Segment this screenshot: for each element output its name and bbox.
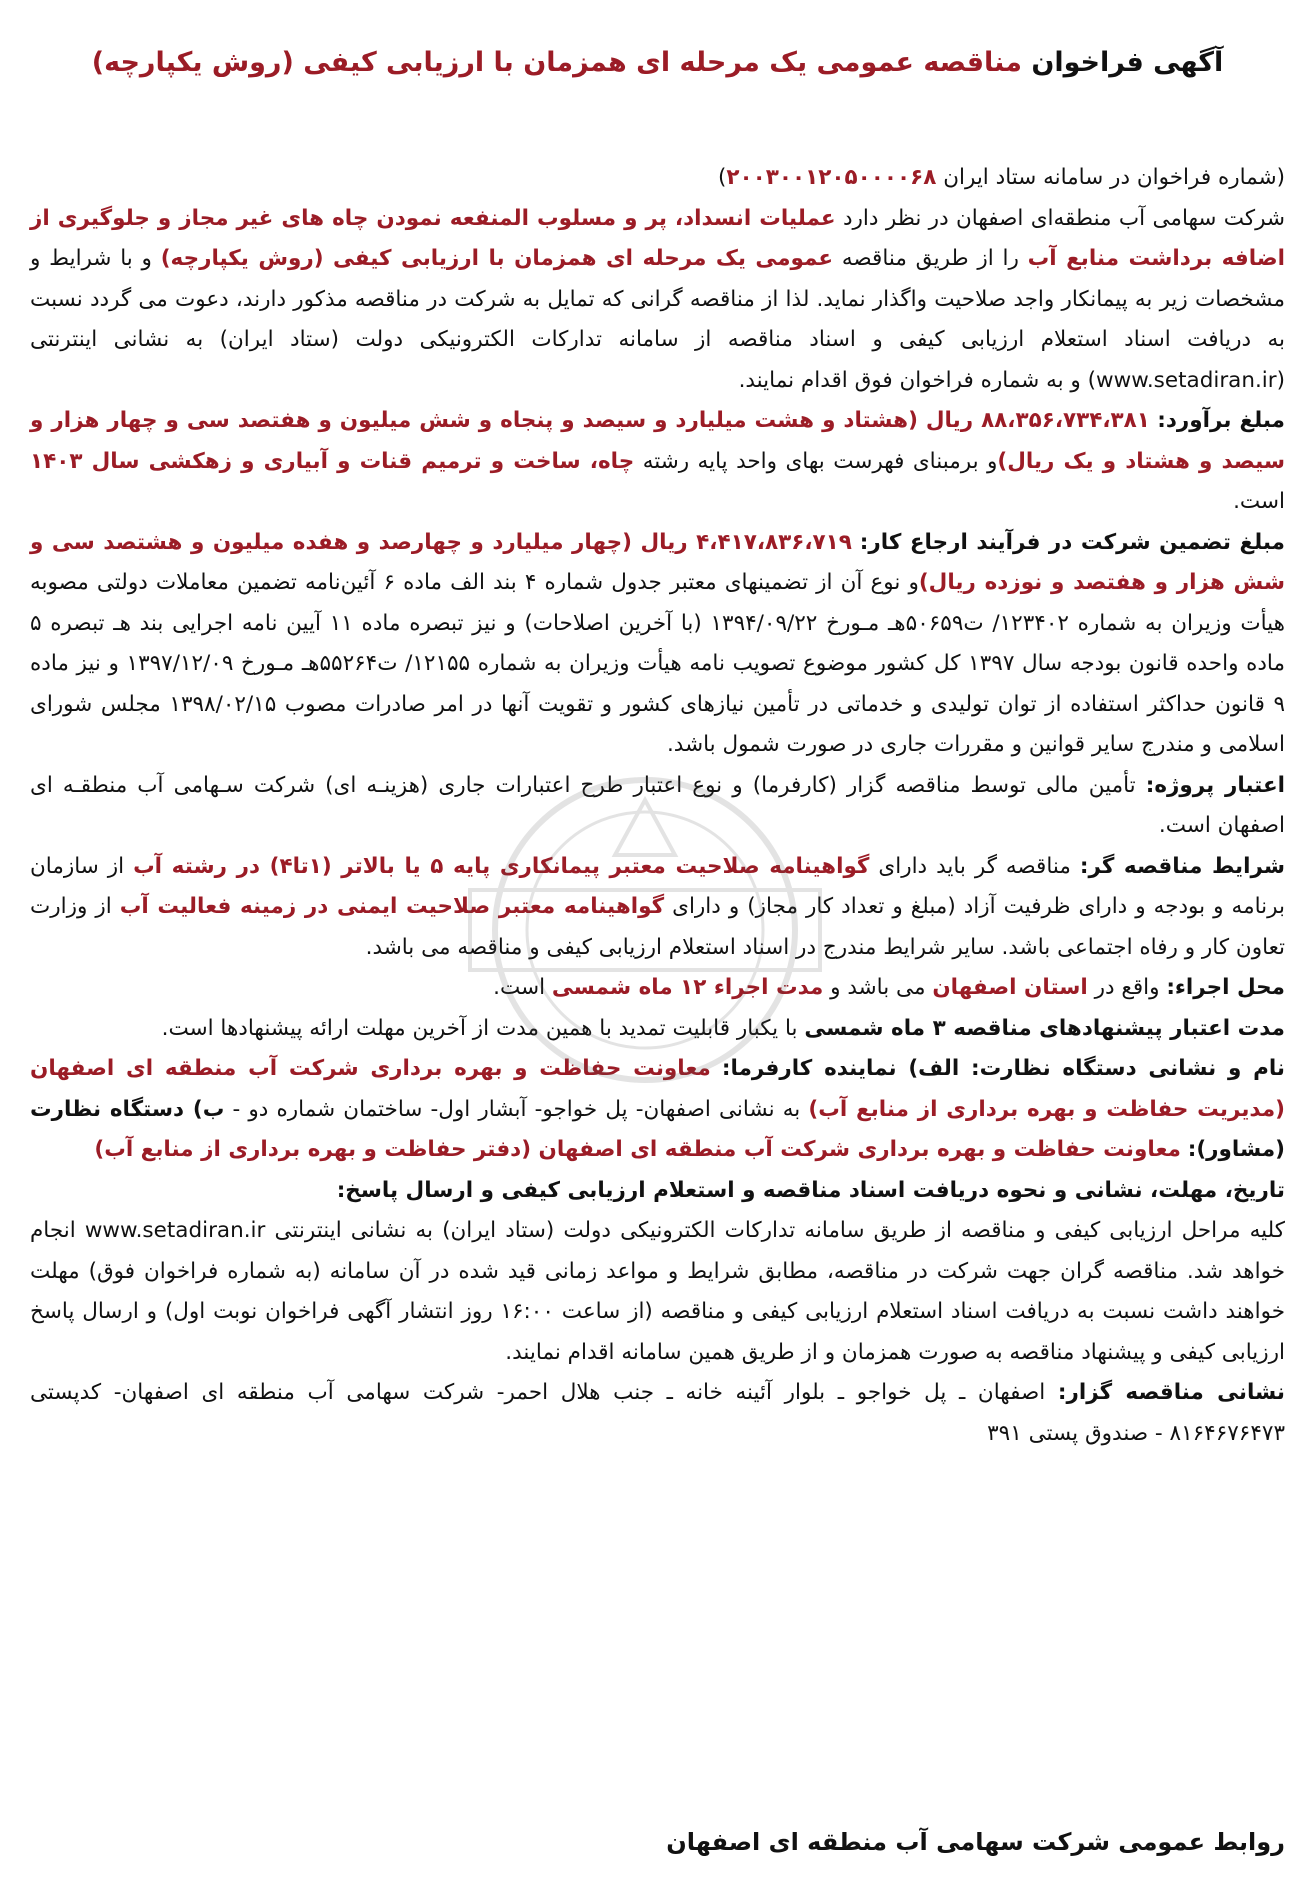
validity-paragraph: [30, 1009, 1285, 1050]
location-paragraph: [30, 968, 1285, 1009]
location-text-2: می باشد و: [830, 975, 926, 1000]
intro-text-3: و با شرایط و مشخصات زیر به پیمانکار واجد صلاحیت واگذار نماید. لذا از مناقصه گرانی که تمایل به شرکت در مناقصه مذکور دارند، دعوت می گردد نسبت به دریافت اسناد استعلام ارزیابی کیفی و اسناد مناقصه از سامانه تدارکات الکترونیکی دولت (ستاد ایران) به نشانی اینترنتی (www.setadiran.ir) و به شماره فراخوان فوق اقدام نمایند.: [30, 246, 1285, 393]
address-label: نشانی مناقصه گزار:: [1057, 1380, 1285, 1405]
supervision-paragraph: [30, 1049, 1285, 1171]
call-number-suffix: ): [718, 165, 727, 190]
estimate-text-2: است.: [1233, 489, 1285, 514]
conditions-text-3: از وزارت تعاون کار و رفاه اجتماعی باشد. سایر شرایط مندرج در اسناد استعلام ارزیابی کیفی و مناقصه می باشد.: [30, 894, 1285, 960]
location-text-3: است.: [493, 975, 546, 1000]
intro-text-2: را از طریق مناقصه: [841, 246, 1019, 271]
title-highlight: مناقصه عمومی یک مرحله ای همزمان با ارزیابی کیفی (روش یکپارچه): [91, 47, 1022, 78]
estimate-highlight: چاه، ساخت و ترمیم قنات و آبیاری و زهکشی سال ۱۴۰۳: [30, 448, 635, 474]
public-relations-signature: روابط عمومی شرکت سهامی آب منطقه ای اصفهان: [666, 1828, 1285, 1856]
conditions-paragraph: [30, 847, 1285, 969]
title-prefix: آگهی فراخوان: [1031, 47, 1224, 78]
location-text-1: واقع در: [1094, 975, 1160, 1000]
intro-highlight-2: عمومی یک مرحله ای همزمان با ارزیابی کیفی (روش یکپارچه): [160, 246, 834, 271]
estimate-text-1: و برمبنای فهرست بهای واحد پایه رشته: [642, 448, 998, 474]
guarantee-text: و نوع آن از تضمینهای معتبر جدول شماره ۴ بند الف ماده ۶ آئین‌نامه تضمین معاملات دولتی مصوبه هیأت وزیران به شماره ۱۲۳۴۰۲/ ت۵۰۶۵۹هـ مـورخ ۱۳۹۴/۰۹/۲۲ (با آخرین اصلاحات) و نیز تبصره ماده ۱۱ آیین نامه اجرایی بند هـ تبصره ۵ ماده واحده قانون بودجه سال ۱۳۹۷ کل کشور موضوع تصویب نامه هیأت وزیران به شماره ۱۲۱۵۵/ ت۵۵۲۶۴هـ مـورخ ۱۳۹۷/۱۲/۰۹ و نیز ماده ۹ قانون حداکثر استفاده از توان تولیدی و خدماتی در تأمین نیازهای کشور و تقویت آنها در امر صادرات مصوب ۱۳۹۸/۰۲/۱۵ مجلس شورای اسلامی و مندرج سایر قوانین و مقررات جاری در صورت شمول باشد.: [30, 570, 1285, 757]
validity-label: مدت اعتبار پیشنهادهای مناقصه ۳ ماه شمسی: [804, 1015, 1285, 1041]
credit-text: تأمین مالی توسط مناقصه گزار (کارفرما) و نوع اعتبار طرح اعتبارات جاری (هزینـه ای) شرکت سـهامی آب منطقـه ای اصفهان است.: [30, 772, 1285, 838]
conditions-highlight-1: گواهینامه صلاحیت معتبر پیمانکاری پایه ۵ یا بالاتر (۱تا۴) در رشته آب: [133, 853, 870, 879]
notice-title: [30, 38, 1285, 88]
conditions-label: شرایط مناقصه گر:: [1079, 853, 1285, 879]
call-number-line: [30, 158, 1285, 199]
intro-paragraph: [30, 199, 1285, 402]
dates-heading-text: تاریخ، مهلت، نشانی و نحوه دریافت اسناد مناقصه و استعلام ارزیابی کیفی و ارسال پاسخ:: [336, 1177, 1285, 1203]
intro-highlight-1: عملیات انسداد، پر و مسلوب المنفعه نمودن چاه های غیر مجاز و جلوگیری از اضافه برداشت منابع آب: [30, 205, 1285, 271]
supervision-highlight-1: معاونت حفاظت و بهره برداری شرکت آب منطقه ای اصفهان (مدیریت حفاظت و بهره برداری از منابع آب): [30, 1056, 1285, 1122]
address-paragraph: [30, 1373, 1285, 1454]
dates-text: کلیه مراحل ارزیابی کیفی و مناقصه از طریق سامانه تدارکات الکترونیکی دولت (ستاد ایران) به نشانی اینترنتی www.setadiran.ir انجام خواهد شد. مناقصه گران جهت شرکت در مناقصه، مطابق شرایط و مواعد زمانی قید شده در آن سامانه (به شماره فراخوان فوق) مهلت خواهند داشت نسبت به دریافت اسناد استعلام ارزیابی کیفی و مناقصه (از ساعت ۱۶:۰۰ روز انتشار آگهی فراخوان نوبت اول) و ارسال پاسخ ارزیابی کیفی و پیشنهاد مناقصه به صورت همزمان و از طریق همین سامانه اقدام نمایند.: [30, 1218, 1285, 1365]
location-highlight-2: مدت اجراء ۱۲ ماه شمسی: [551, 975, 824, 1000]
estimate-amount: ۸۸،۳۵۶،۷۳۴،۳۸۱ ریال (هشتاد و هشت میلیارد و سیصد و پنجاه و شش میلیون و هفتصد سی و چهار هزار و سیصد و هشتاد و یک ریال): [30, 408, 1285, 474]
guarantee-label: مبلغ تضمین شرکت در فرآیند ارجاع کار:: [859, 529, 1285, 555]
location-highlight-1: استان اصفهان: [932, 975, 1088, 1000]
intro-text-1: شرکت سهامی آب منطقه‌ای اصفهان در نظر دارد: [842, 205, 1286, 231]
supervision-label: نام و نشانی دستگاه نظارت: الف) نماینده کارفرما:: [721, 1056, 1285, 1081]
guarantee-amount: ۴،۴۱۷،۸۳۶،۷۱۹ ریال (چهار میلیارد و چهارصد و هفده میلیون و هشتصد سی و شش هزار و هفتصد و نوزده ریال): [30, 529, 1286, 595]
credit-label: اعتبار پروژه:: [1145, 772, 1285, 798]
guarantee-paragraph: [30, 523, 1285, 766]
dates-paragraph: [30, 1211, 1285, 1373]
location-label: محل اجراء:: [1166, 975, 1285, 1000]
call-number-prefix: (شماره فراخوان در سامانه ستاد ایران: [943, 165, 1285, 190]
estimate-paragraph: [30, 401, 1285, 523]
dates-heading: [30, 1171, 1285, 1212]
address-text: اصفهان ـ پل خواجو ـ بلوار آئینه خانه ـ جنب هلال احمر- شرکت سهامی آب منطقه ای اصفهان- کدپستی ۸۱۶۴۶۷۶۴۷۳ - صندوق پستی ۳۹۱: [30, 1380, 1285, 1446]
credit-paragraph: [30, 766, 1285, 847]
supervision-label-2: ب) دستگاه نظارت (مشاور):: [30, 1096, 1285, 1162]
notice-body: [30, 158, 1285, 1454]
conditions-text-2: از سازمان برنامه و بودجه و دارای ظرفیت آزاد (مبلغ و تعداد کار مجاز) و دارای: [30, 853, 1285, 919]
call-number-value: ۲۰۰۳۰۰۱۲۰۵۰۰۰۰۶۸: [726, 165, 937, 190]
conditions-text-1: مناقصه گر باید دارای: [878, 853, 1071, 879]
validity-text: با یکبار قابلیت تمدید با همین مدت از آخرین مهلت ارائه پیشنهادها است.: [161, 1015, 798, 1041]
conditions-highlight-2: گواهینامه معتبر صلاحیت ایمنی در زمینه فعالیت آب: [119, 894, 665, 919]
supervision-text-1: به نشانی اصفهان- پل خواجو- آبشار اول- ساختمان شماره دو -: [232, 1096, 801, 1122]
estimate-label: مبلغ برآورد:: [1157, 408, 1285, 433]
supervision-highlight-2: معاونت حفاظت و بهره برداری شرکت آب منطقه ای اصفهان (دفتر حفاظت و بهره برداری از منابع آب): [94, 1137, 1181, 1162]
